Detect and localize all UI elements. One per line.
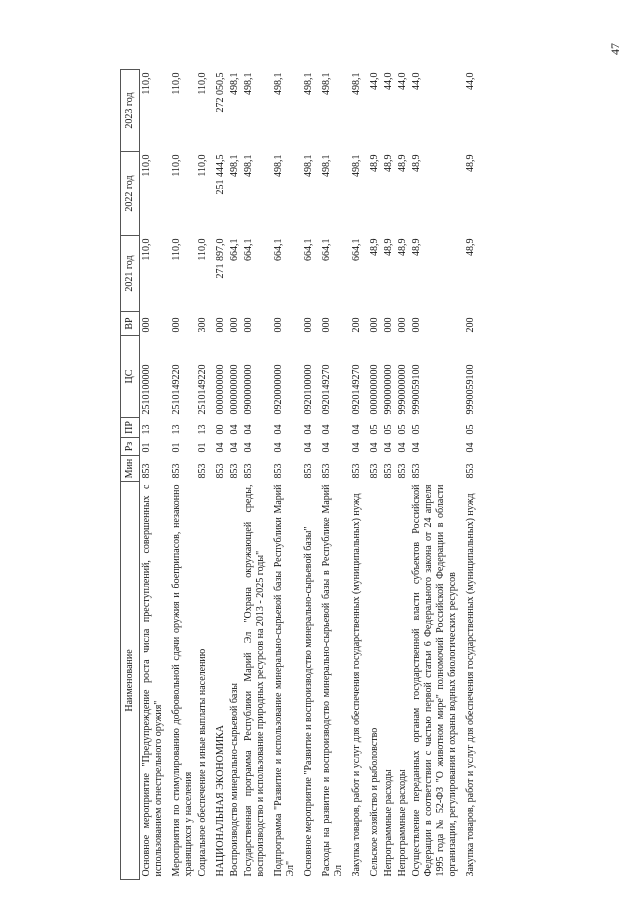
page-number: 47: [608, 43, 622, 55]
row-pr: 13: [141, 424, 152, 435]
row-name: Расходы на развитие и воспроизводство минерально-сырьевой базы в Республике Марий Эл: [321, 484, 344, 877]
row-pr: 04: [321, 424, 332, 435]
row-min: 853: [465, 463, 476, 479]
row-name: Закупка товаров, работ и услуг для обеспечения государственных (муниципальных) нужд: [351, 493, 362, 877]
row-vr: 000: [411, 317, 422, 333]
row-pr: 05: [369, 424, 380, 435]
row-min: 853: [411, 463, 422, 479]
row-pr: 04: [303, 424, 314, 435]
row-pr: 05: [465, 424, 476, 435]
row-cs: 0000000000: [215, 364, 226, 415]
row-amount-2021: 48,9: [397, 238, 408, 256]
header-2021: 2021 год: [121, 236, 140, 312]
row-rz: 04: [411, 442, 422, 453]
row-vr: 000: [229, 317, 240, 333]
row-amount-2021: 664,1: [243, 238, 254, 261]
row-amount-2022: 48,9: [383, 154, 394, 172]
row-amount-2023: 110,0: [141, 72, 152, 95]
row-rz: 01: [171, 442, 182, 453]
row-min: 853: [243, 463, 254, 479]
row-amount-2023: 44,0: [369, 72, 380, 90]
row-amount-2021: 664,1: [351, 238, 362, 261]
row-amount-2023: 498,1: [229, 72, 240, 95]
row-amount-2021: 48,9: [465, 238, 476, 256]
row-name: Социальное обеспечение и иные выплаты населению: [197, 648, 208, 877]
row-name: НАЦИОНАЛЬНАЯ ЭКОНОМИКА: [215, 725, 226, 877]
row-amount-2023: 498,1: [321, 72, 332, 95]
row-amount-2023: 272 050,5: [215, 72, 226, 113]
row-min: 853: [321, 463, 332, 479]
row-rz: 04: [383, 442, 394, 453]
row-name: Непрограммные расходы: [383, 769, 394, 877]
row-amount-2023: 44,0: [383, 72, 394, 90]
row-amount-2022: 48,9: [465, 154, 476, 172]
row-name: Сельское хозяйство и рыболовство: [369, 727, 380, 877]
row-amount-2023: 110,0: [197, 72, 208, 95]
row-amount-2021: 48,9: [369, 238, 380, 256]
row-amount-2021: 271 897,0: [215, 238, 226, 279]
row-min: 853: [171, 463, 182, 479]
row-min: 853: [273, 463, 284, 479]
row-amount-2022: 48,9: [369, 154, 380, 172]
row-amount-2023: 44,0: [411, 72, 422, 90]
row-pr: 04: [243, 424, 254, 435]
header-pr: ПР: [121, 418, 140, 438]
row-rz: 04: [243, 442, 254, 453]
row-amount-2021: 110,0: [171, 238, 182, 261]
row-cs: 2510100000: [141, 364, 152, 415]
row-rz: 01: [197, 442, 208, 453]
row-rz: 04: [369, 442, 380, 453]
table-row: [410, 70, 460, 880]
row-rz: 04: [397, 442, 408, 453]
row-cs: 0920100000: [303, 364, 314, 415]
row-vr: 000: [397, 317, 408, 333]
row-amount-2022: 48,9: [397, 154, 408, 172]
header-row: [121, 70, 140, 880]
row-vr: 000: [383, 317, 394, 333]
header-name: Наименование: [121, 482, 140, 880]
table-row: [396, 70, 410, 880]
row-amount-2022: 498,1: [351, 154, 362, 177]
row-vr: 000: [273, 317, 284, 333]
row-rz: 04: [303, 442, 314, 453]
row-name: Осуществление переданных органам государственной власти субъектов Российской Федерации в соответствии с частью первой статьи 6 Федерального закона от 24 апреля 1995 года № 52-ФЗ "О животном мире" полномочий Российской Федерации в области организации, регулирования и охраны водных биологических ресурсов: [411, 484, 458, 877]
row-amount-2023: 498,1: [303, 72, 314, 95]
table-row: [268, 70, 298, 880]
header-2023: 2023 год: [121, 70, 140, 152]
row-cs: 0920149270: [351, 364, 362, 415]
row-name: Непрограммные расходы: [397, 769, 408, 877]
row-amount-2023: 498,1: [273, 72, 284, 95]
row-min: 853: [351, 463, 362, 479]
row-amount-2021: 664,1: [321, 238, 332, 261]
row-name: Мероприятия по стимулированию добровольной сдачи оружия и боеприпасов, незаконно хранящихся у населения: [171, 484, 194, 877]
row-amount-2022: 498,1: [303, 154, 314, 177]
row-name: Воспроизводство минерально-сырьевой базы: [229, 682, 240, 877]
row-amount-2022: 48,9: [411, 154, 422, 172]
row-pr: 04: [351, 424, 362, 435]
row-amount-2022: 110,0: [197, 154, 208, 177]
row-amount-2021: 110,0: [197, 238, 208, 261]
row-pr: 05: [411, 424, 422, 435]
row-amount-2023: 498,1: [351, 72, 362, 95]
table-row: [316, 70, 346, 880]
row-pr: 04: [273, 424, 284, 435]
row-cs: 0000000000: [369, 364, 380, 415]
row-pr: 04: [229, 424, 240, 435]
row-rz: 04: [229, 442, 240, 453]
row-name: Закупка товаров, работ и услуг для обеспечения государственных (муниципальных) нужд: [465, 493, 476, 877]
row-cs: 9990059100: [465, 364, 476, 415]
row-amount-2022: 498,1: [229, 154, 240, 177]
row-amount-2021: 664,1: [303, 238, 314, 261]
row-rz: 04: [465, 442, 476, 453]
table-row: [346, 70, 364, 880]
row-amount-2022: 498,1: [243, 154, 254, 177]
table-row: [166, 70, 196, 880]
row-vr: 000: [141, 317, 152, 333]
row-pr: 05: [383, 424, 394, 435]
header-cs: ЦС: [121, 336, 140, 418]
table-row: [298, 70, 316, 880]
row-min: 853: [397, 463, 408, 479]
row-min: 853: [215, 463, 226, 479]
row-vr: 200: [351, 317, 362, 333]
header-2022: 2022 год: [121, 152, 140, 236]
row-pr: 13: [171, 424, 182, 435]
row-name: Подпрограмма "Развитие и использование минерально-сырьевой базы Республики Марий Эл": [273, 484, 296, 877]
row-rz: 04: [321, 442, 332, 453]
row-amount-2023: 498,1: [243, 72, 254, 95]
row-amount-2021: 110,0: [141, 238, 152, 261]
row-pr: 05: [397, 424, 408, 435]
table-row: [228, 70, 242, 880]
row-vr: 200: [465, 317, 476, 333]
row-min: 853: [229, 463, 240, 479]
row-amount-2021: 48,9: [383, 238, 394, 256]
row-vr: 000: [215, 317, 226, 333]
row-amount-2023: 44,0: [465, 72, 476, 90]
row-pr: 00: [215, 424, 226, 435]
table-row: [382, 70, 396, 880]
budget-table: [120, 69, 478, 880]
row-amount-2021: 48,9: [411, 238, 422, 256]
table-row: [140, 70, 167, 880]
row-amount-2021: 664,1: [229, 238, 240, 261]
header-rz: Рз: [121, 438, 140, 456]
row-pr: 13: [197, 424, 208, 435]
row-vr: 300: [197, 317, 208, 333]
row-min: 853: [197, 463, 208, 479]
row-amount-2022: 110,0: [141, 154, 152, 177]
row-cs: 9990059100: [411, 364, 422, 415]
row-vr: 000: [303, 317, 314, 333]
row-cs: 0920149270: [321, 364, 332, 415]
row-cs: 2510149220: [171, 364, 182, 415]
table-row: [210, 70, 228, 880]
row-cs: 9900000000: [383, 364, 394, 415]
row-vr: 000: [369, 317, 380, 333]
row-amount-2023: 44,0: [397, 72, 408, 90]
row-min: 853: [369, 463, 380, 479]
row-vr: 000: [321, 317, 332, 333]
rotated-sheet: [120, 70, 555, 880]
row-rz: 04: [273, 442, 284, 453]
row-min: 853: [383, 463, 394, 479]
table-row: [364, 70, 382, 880]
row-rz: 04: [351, 442, 362, 453]
table-row: [242, 70, 268, 880]
row-cs: 0000000000: [229, 364, 240, 415]
row-vr: 000: [243, 317, 254, 333]
row-cs: 0920000000: [273, 364, 284, 415]
row-cs: 2510149220: [197, 364, 208, 415]
row-amount-2023: 110,0: [171, 72, 182, 95]
row-vr: 000: [171, 317, 182, 333]
row-amount-2022: 498,1: [273, 154, 284, 177]
row-name: Основное мероприятие "Развитие и воспроизводство минерально-сырьевой базы": [303, 526, 314, 877]
row-amount-2022: 498,1: [321, 154, 332, 177]
row-amount-2022: 251 444,5: [215, 154, 226, 195]
row-amount-2021: 664,1: [273, 238, 284, 261]
row-name: Основное мероприятие "Предупреждение роста числа преступлений, совершенных с использованием огнестрельного оружия": [141, 484, 164, 877]
header-vr: ВР: [121, 312, 140, 336]
row-min: 853: [141, 463, 152, 479]
row-min: 853: [303, 463, 314, 479]
row-amount-2022: 110,0: [171, 154, 182, 177]
table-row: [196, 70, 210, 880]
row-cs: 9990000000: [397, 364, 408, 415]
row-name: Государственная программа Республики Марий Эл "Охрана окружающей среды, воспроизводство и использование природных ресурсов на 2013 - 2025 годы": [243, 484, 266, 877]
header-min: Мин: [121, 456, 140, 482]
row-rz: 04: [215, 442, 226, 453]
row-rz: 01: [141, 442, 152, 453]
table-row: [460, 70, 478, 880]
row-cs: 0900000000: [243, 364, 254, 415]
